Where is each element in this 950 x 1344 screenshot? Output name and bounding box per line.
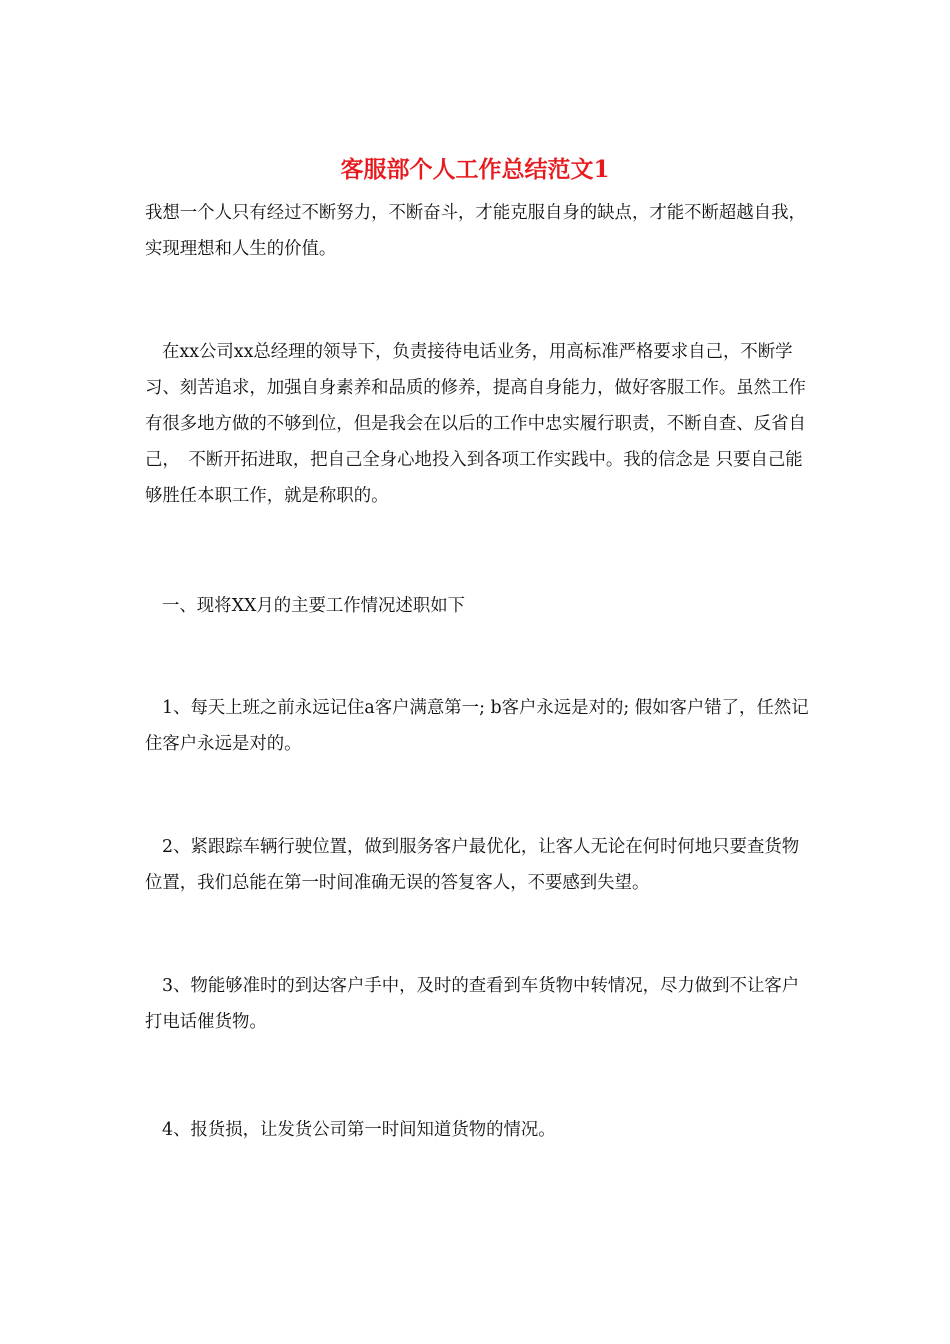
list-item-2: 2、紧跟踪车辆行驶位置，做到服务客户最优化，让客人无论在何时何地只要查货物位置，我们总能在第一时间准确无误的答复客人，不要感到失望。 [145, 837, 800, 893]
list-item-3: 3、物能够准时的到达客户手中，及时的查看到车货物中转情况，尽力做到不让客户打电话催货物。 [145, 976, 800, 1032]
body-paragraph: 在xx公司xx总经理的领导下，负责接待电话业务，用高标准严格要求自己，不断学习、刻苦追求，加强自身素养和品质的修养，提高自身能力，做好客服工作。虽然工作有很多地方做的不够到位，但是我会在以后的工作中忠实履行职责，不断自查、反省自己， 不断开拓进取，把自己全身心地投入到各项工作实践中。我的信念是 只要自己能够胜任本职工作，就是称职的。 [145, 342, 806, 506]
list-item-1: 1、每天上班之前永远记住a客户满意第一; b客户永远是对的; 假如客户错了，任然记住客户永远是对的。 [145, 698, 809, 754]
intro-paragraph: 我想一个人只有经过不断努力，不断奋斗，才能克服自身的缺点，才能不断超越自我，实现理想和人生的价值。 [145, 203, 806, 259]
section-heading: 一、现将XX月的主要工作情况述职如下 [162, 596, 466, 616]
document-title: 客服部个人工作总结范文1 [340, 156, 610, 183]
list-item-4: 4、报货损，让发货公司第一时间知道货物的情况。 [162, 1120, 556, 1140]
